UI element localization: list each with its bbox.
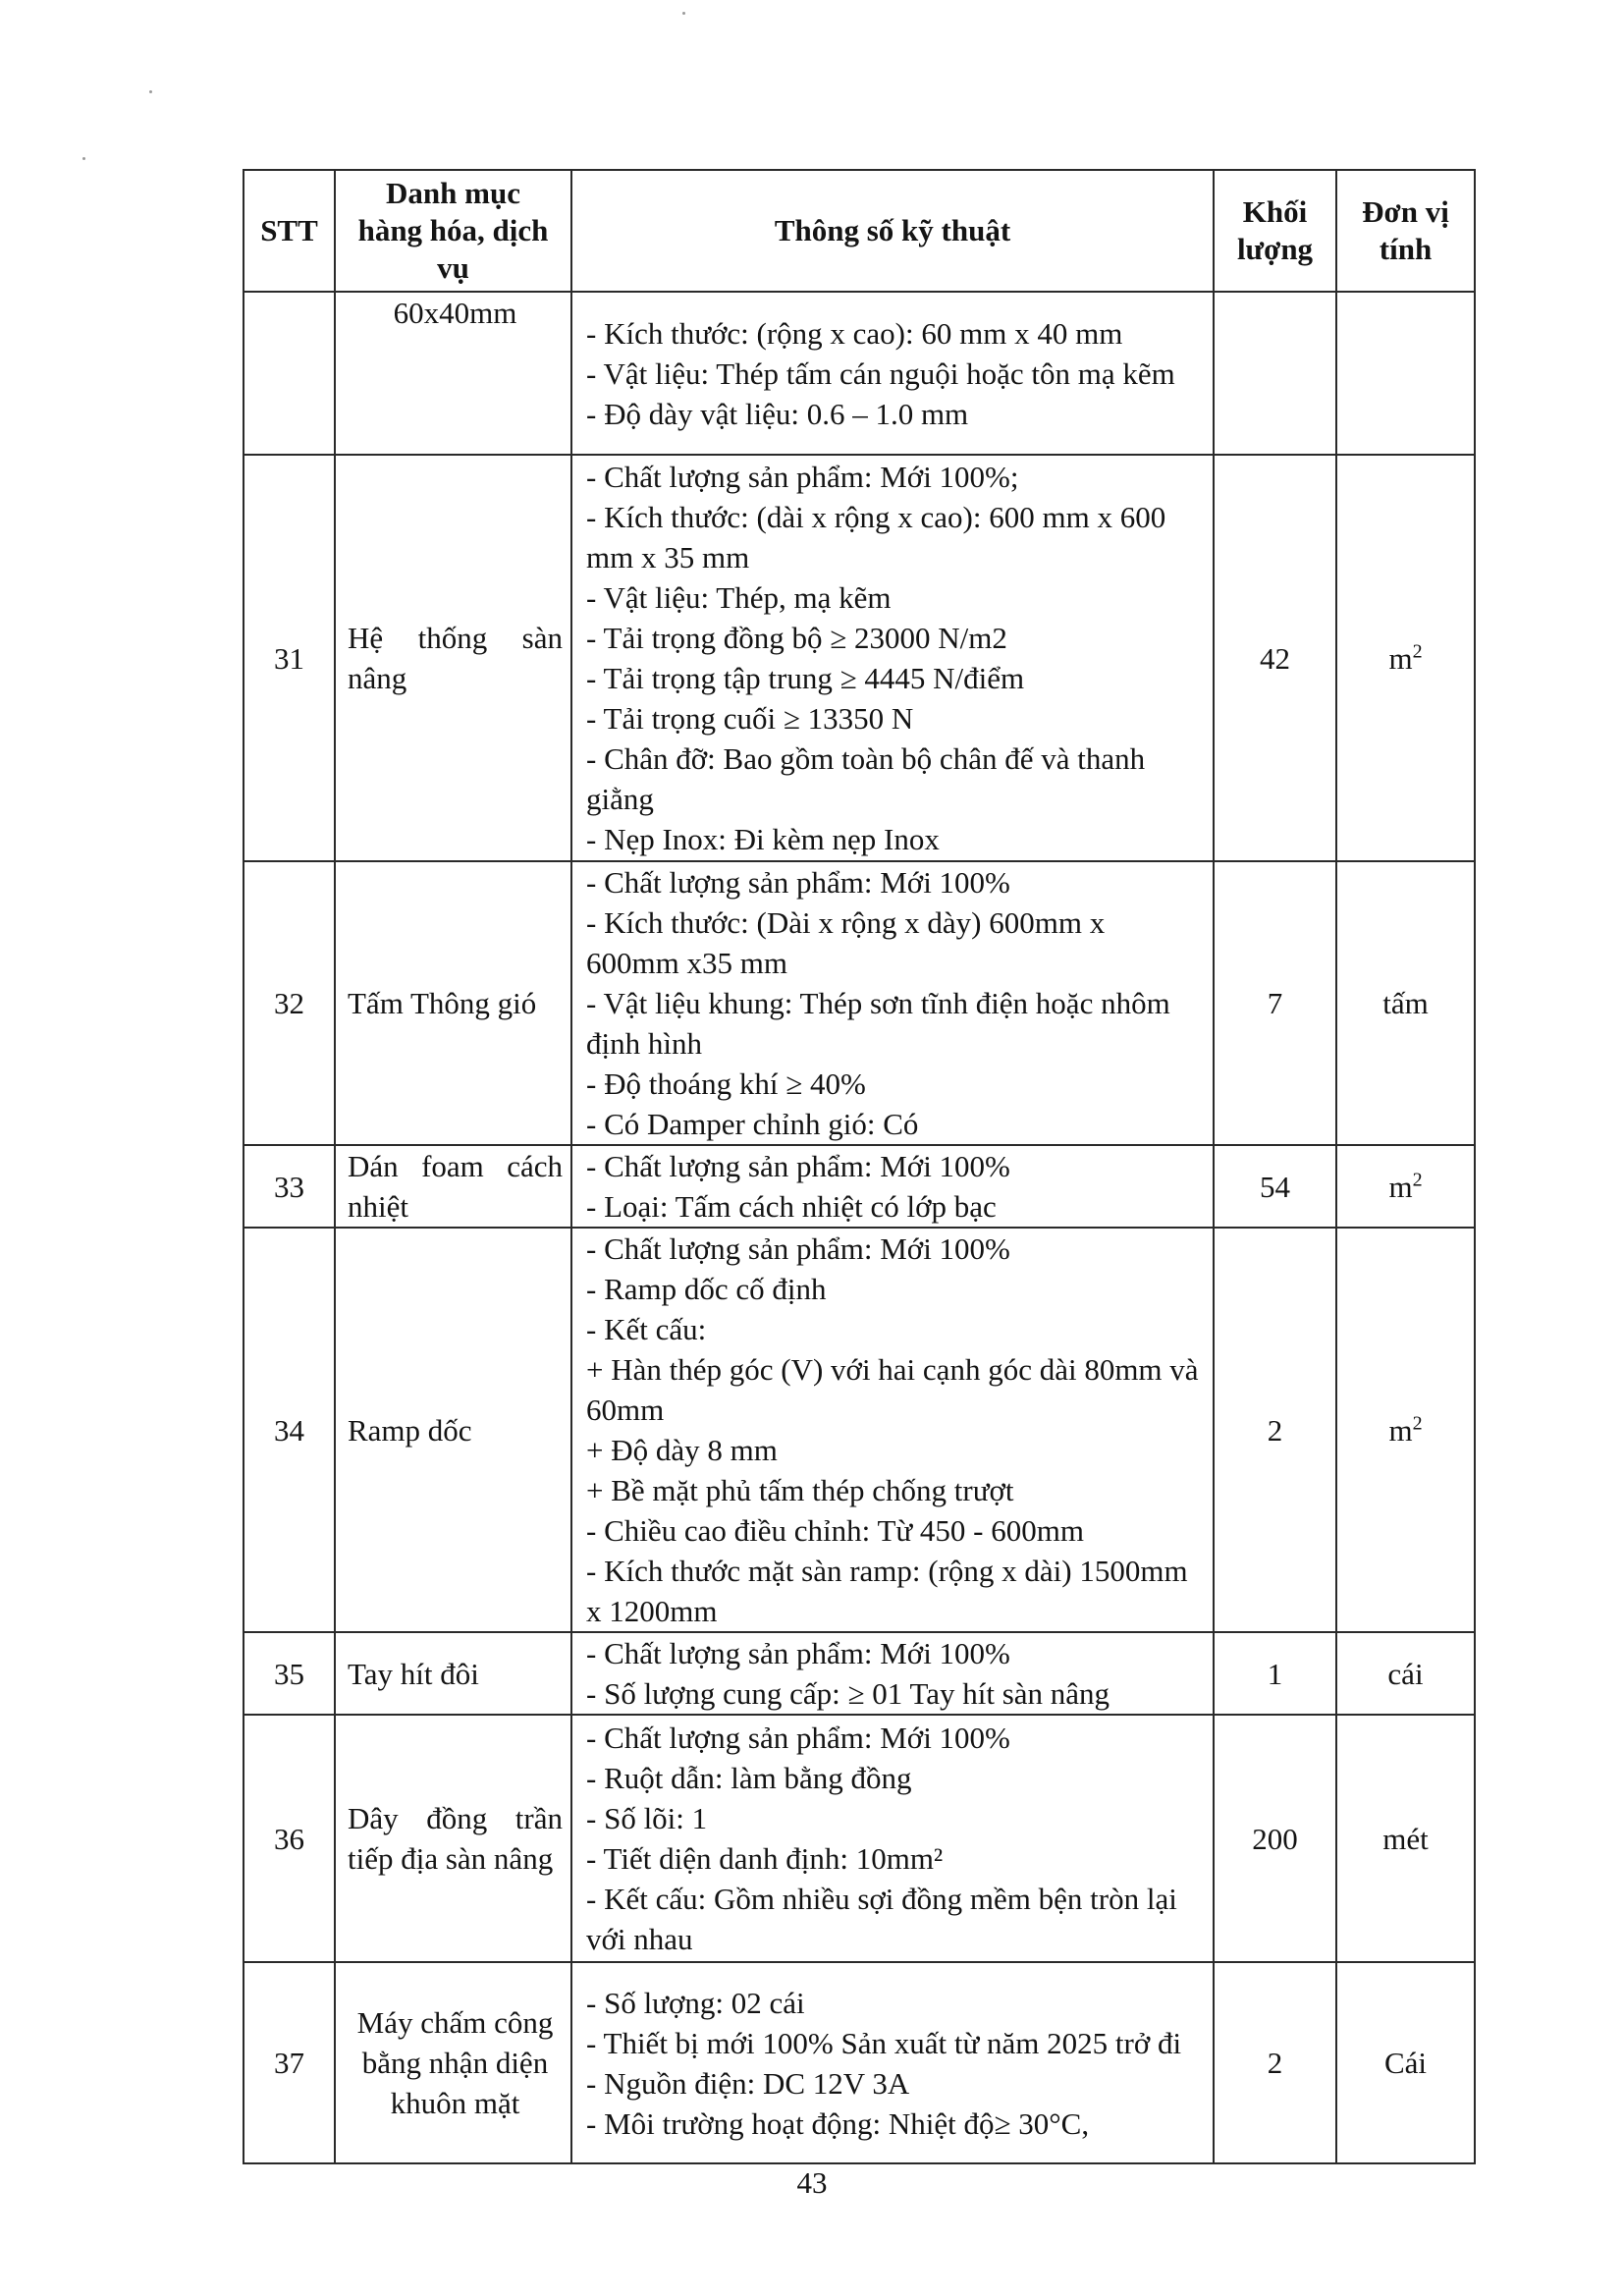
spec-line: - Nguồn điện: DC 12V 3A [586, 2065, 910, 2101]
unit-text: m [1388, 640, 1413, 676]
header-item-name: Danh mục hàng hóa, dịch vụ [335, 170, 571, 292]
row-item-name: Tay hít đôi [335, 1632, 571, 1715]
unit-text: mét [1382, 1821, 1429, 1856]
row-unit [1336, 455, 1475, 861]
spec-line: - Tiết diện danh định: 10mm² [586, 1841, 944, 1876]
row-item-name: Tấm Thông gió [335, 861, 571, 1145]
spec-line: - Chất lượng sản phẩm: Mới 100%; [586, 460, 1019, 494]
row-specification [571, 861, 1214, 1145]
spec-line: - Ramp dốc cố định [586, 1272, 827, 1306]
row-specification [571, 1145, 1214, 1228]
row-quantity: 200 [1214, 1715, 1336, 1962]
row-stt: 33 [244, 1145, 335, 1228]
row-unit [1336, 292, 1475, 455]
spec-line: - Vật liệu: Thép tấm cán nguội hoặc tôn mạ kẽm [586, 355, 1175, 391]
spec-line: - Kết cấu: Gồm nhiều sợi đồng mềm bện tròn lại với nhau [586, 1882, 1177, 1956]
table-header-row [244, 170, 1475, 292]
spec-line: - Môi trường hoạt động: Nhiệt độ≥ 30°C, [586, 2105, 1090, 2141]
row-stt: 37 [244, 1962, 335, 2163]
unit-superscript: 2 [1412, 640, 1423, 663]
row-unit [1336, 1632, 1475, 1715]
row-stt: 36 [244, 1715, 335, 1962]
spec-line: - Ruột dẫn: làm bằng đồng [586, 1761, 912, 1795]
row-specification [571, 1632, 1214, 1715]
table-row [244, 455, 1475, 861]
table-row [244, 292, 1475, 455]
row-quantity: 2 [1214, 1962, 1336, 2163]
row-stt [244, 292, 335, 455]
spec-line: - Vật liệu: Thép, mạ kẽm [586, 580, 892, 615]
unit-superscript: 2 [1412, 1169, 1423, 1191]
spec-line: - Chất lượng sản phẩm: Mới 100% [586, 865, 1010, 900]
row-specification [571, 455, 1214, 861]
table-row [244, 1145, 1475, 1228]
row-unit [1336, 1962, 1475, 2163]
header-specification: Thông số kỹ thuật [571, 170, 1214, 292]
table-row [244, 1962, 1475, 2163]
header-unit: Đơn vị tính [1336, 170, 1475, 292]
row-item-name: Dán foam cách nhiệt [335, 1145, 571, 1228]
table-row [244, 861, 1475, 1145]
spec-line: - Có Damper chỉnh gió: Có [586, 1107, 919, 1141]
spec-line: - Kích thước: (Dài x rộng x dày) 600mm x 600mm x35 mm [586, 905, 1106, 980]
row-item-name: Máy chấm công bằng nhận diện khuôn mặt [335, 1962, 571, 2163]
page-number: 43 [796, 2165, 828, 2200]
table-row [244, 1715, 1475, 1962]
spec-line: - Thiết bị mới 100% Sản xuất từ năm 2025 trở đi [586, 2025, 1182, 2060]
spec-line: - Độ dày vật liệu: 0.6 – 1.0 mm [586, 396, 969, 431]
row-specification [571, 1962, 1214, 2163]
row-stt: 32 [244, 861, 335, 1145]
row-specification [571, 1715, 1214, 1962]
row-item-name: Ramp dốc [335, 1228, 571, 1632]
scan-speck [82, 157, 85, 160]
row-unit [1336, 1145, 1475, 1228]
spec-line: - Kích thước: (rộng x cao): 60 mm x 40 mm [586, 315, 1123, 351]
spec-line: - Tải trọng cuối ≥ 13350 N [586, 701, 914, 736]
row-quantity: 2 [1214, 1228, 1336, 1632]
row-specification [571, 292, 1214, 455]
spec-line: - Độ thoáng khí ≥ 40% [586, 1066, 866, 1101]
unit-text: tấm [1382, 986, 1429, 1020]
unit-text: Cái [1383, 2046, 1428, 2080]
unit-text: m [1388, 1169, 1413, 1204]
header-quantity: Khối lượng [1214, 170, 1336, 292]
row-unit [1336, 861, 1475, 1145]
spec-line: - Chất lượng sản phẩm: Mới 100% [586, 1721, 1010, 1755]
spec-line: - Chiều cao điều chỉnh: Từ 450 - 600mm [586, 1513, 1084, 1548]
row-quantity [1214, 292, 1336, 455]
spec-line: - Chất lượng sản phẩm: Mới 100% [586, 1636, 1010, 1670]
row-quantity: 7 [1214, 861, 1336, 1145]
row-stt: 35 [244, 1632, 335, 1715]
table-row [244, 1632, 1475, 1715]
specification-table [243, 169, 1476, 2164]
spec-line: - Kích thước: (dài x rộng x cao): 600 mm x 600 mm x 35 mm [586, 500, 1166, 574]
row-item-name: 60x40mm [335, 292, 571, 455]
spec-line: - Kết cấu: [586, 1312, 707, 1346]
spec-line: - Tải trọng tập trung ≥ 4445 N/điểm [586, 661, 1025, 695]
unit-text: cái [1387, 1656, 1424, 1691]
spec-line: - Chất lượng sản phẩm: Mới 100% [586, 1231, 1010, 1266]
row-stt: 31 [244, 455, 335, 861]
unit-superscript: 2 [1412, 1412, 1423, 1435]
spec-line: + Bề mặt phủ tấm thép chống trượt [586, 1473, 1014, 1507]
spec-line: - Kích thước mặt sàn ramp: (rộng x dài) 1500mm x 1200mm [586, 1554, 1188, 1628]
spec-line: - Số lượng: 02 cái [586, 1985, 805, 2020]
spec-line: - Chất lượng sản phẩm: Mới 100% [586, 1149, 1010, 1183]
row-unit [1336, 1715, 1475, 1962]
spec-line: - Số lượng cung cấp: ≥ 01 Tay hít sàn nâng [586, 1676, 1110, 1711]
spec-line: - Nẹp Inox: Đi kèm nẹp Inox [586, 822, 940, 856]
spec-line: + Độ dày 8 mm [586, 1433, 778, 1467]
spec-line: - Vật liệu khung: Thép sơn tĩnh điện hoặc nhôm định hình [586, 986, 1170, 1061]
row-quantity: 1 [1214, 1632, 1336, 1715]
row-unit [1336, 1228, 1475, 1632]
spec-line: - Tải trọng đồng bộ ≥ 23000 N/m2 [586, 621, 1007, 655]
table-row [244, 1228, 1475, 1632]
row-quantity: 42 [1214, 455, 1336, 861]
scan-speck [682, 12, 685, 15]
scan-speck [149, 90, 152, 93]
row-stt: 34 [244, 1228, 335, 1632]
header-stt: STT [244, 170, 335, 292]
row-quantity: 54 [1214, 1145, 1336, 1228]
spec-line: - Số lõi: 1 [586, 1801, 708, 1835]
row-item-name: Hệ thống sàn nâng [335, 455, 571, 861]
row-specification [571, 1228, 1214, 1632]
spec-line: + Hàn thép góc (V) với hai cạnh góc dài 80mm và 60mm [586, 1352, 1199, 1427]
spec-line: - Loại: Tấm cách nhiệt có lớp bạc [586, 1189, 997, 1224]
spec-line: - Chân đỡ: Bao gồm toàn bộ chân đế và thanh giằng [586, 741, 1146, 816]
unit-text: m [1388, 1412, 1413, 1448]
row-item-name: Dây đồng trần tiếp địa sàn nâng [335, 1715, 571, 1962]
